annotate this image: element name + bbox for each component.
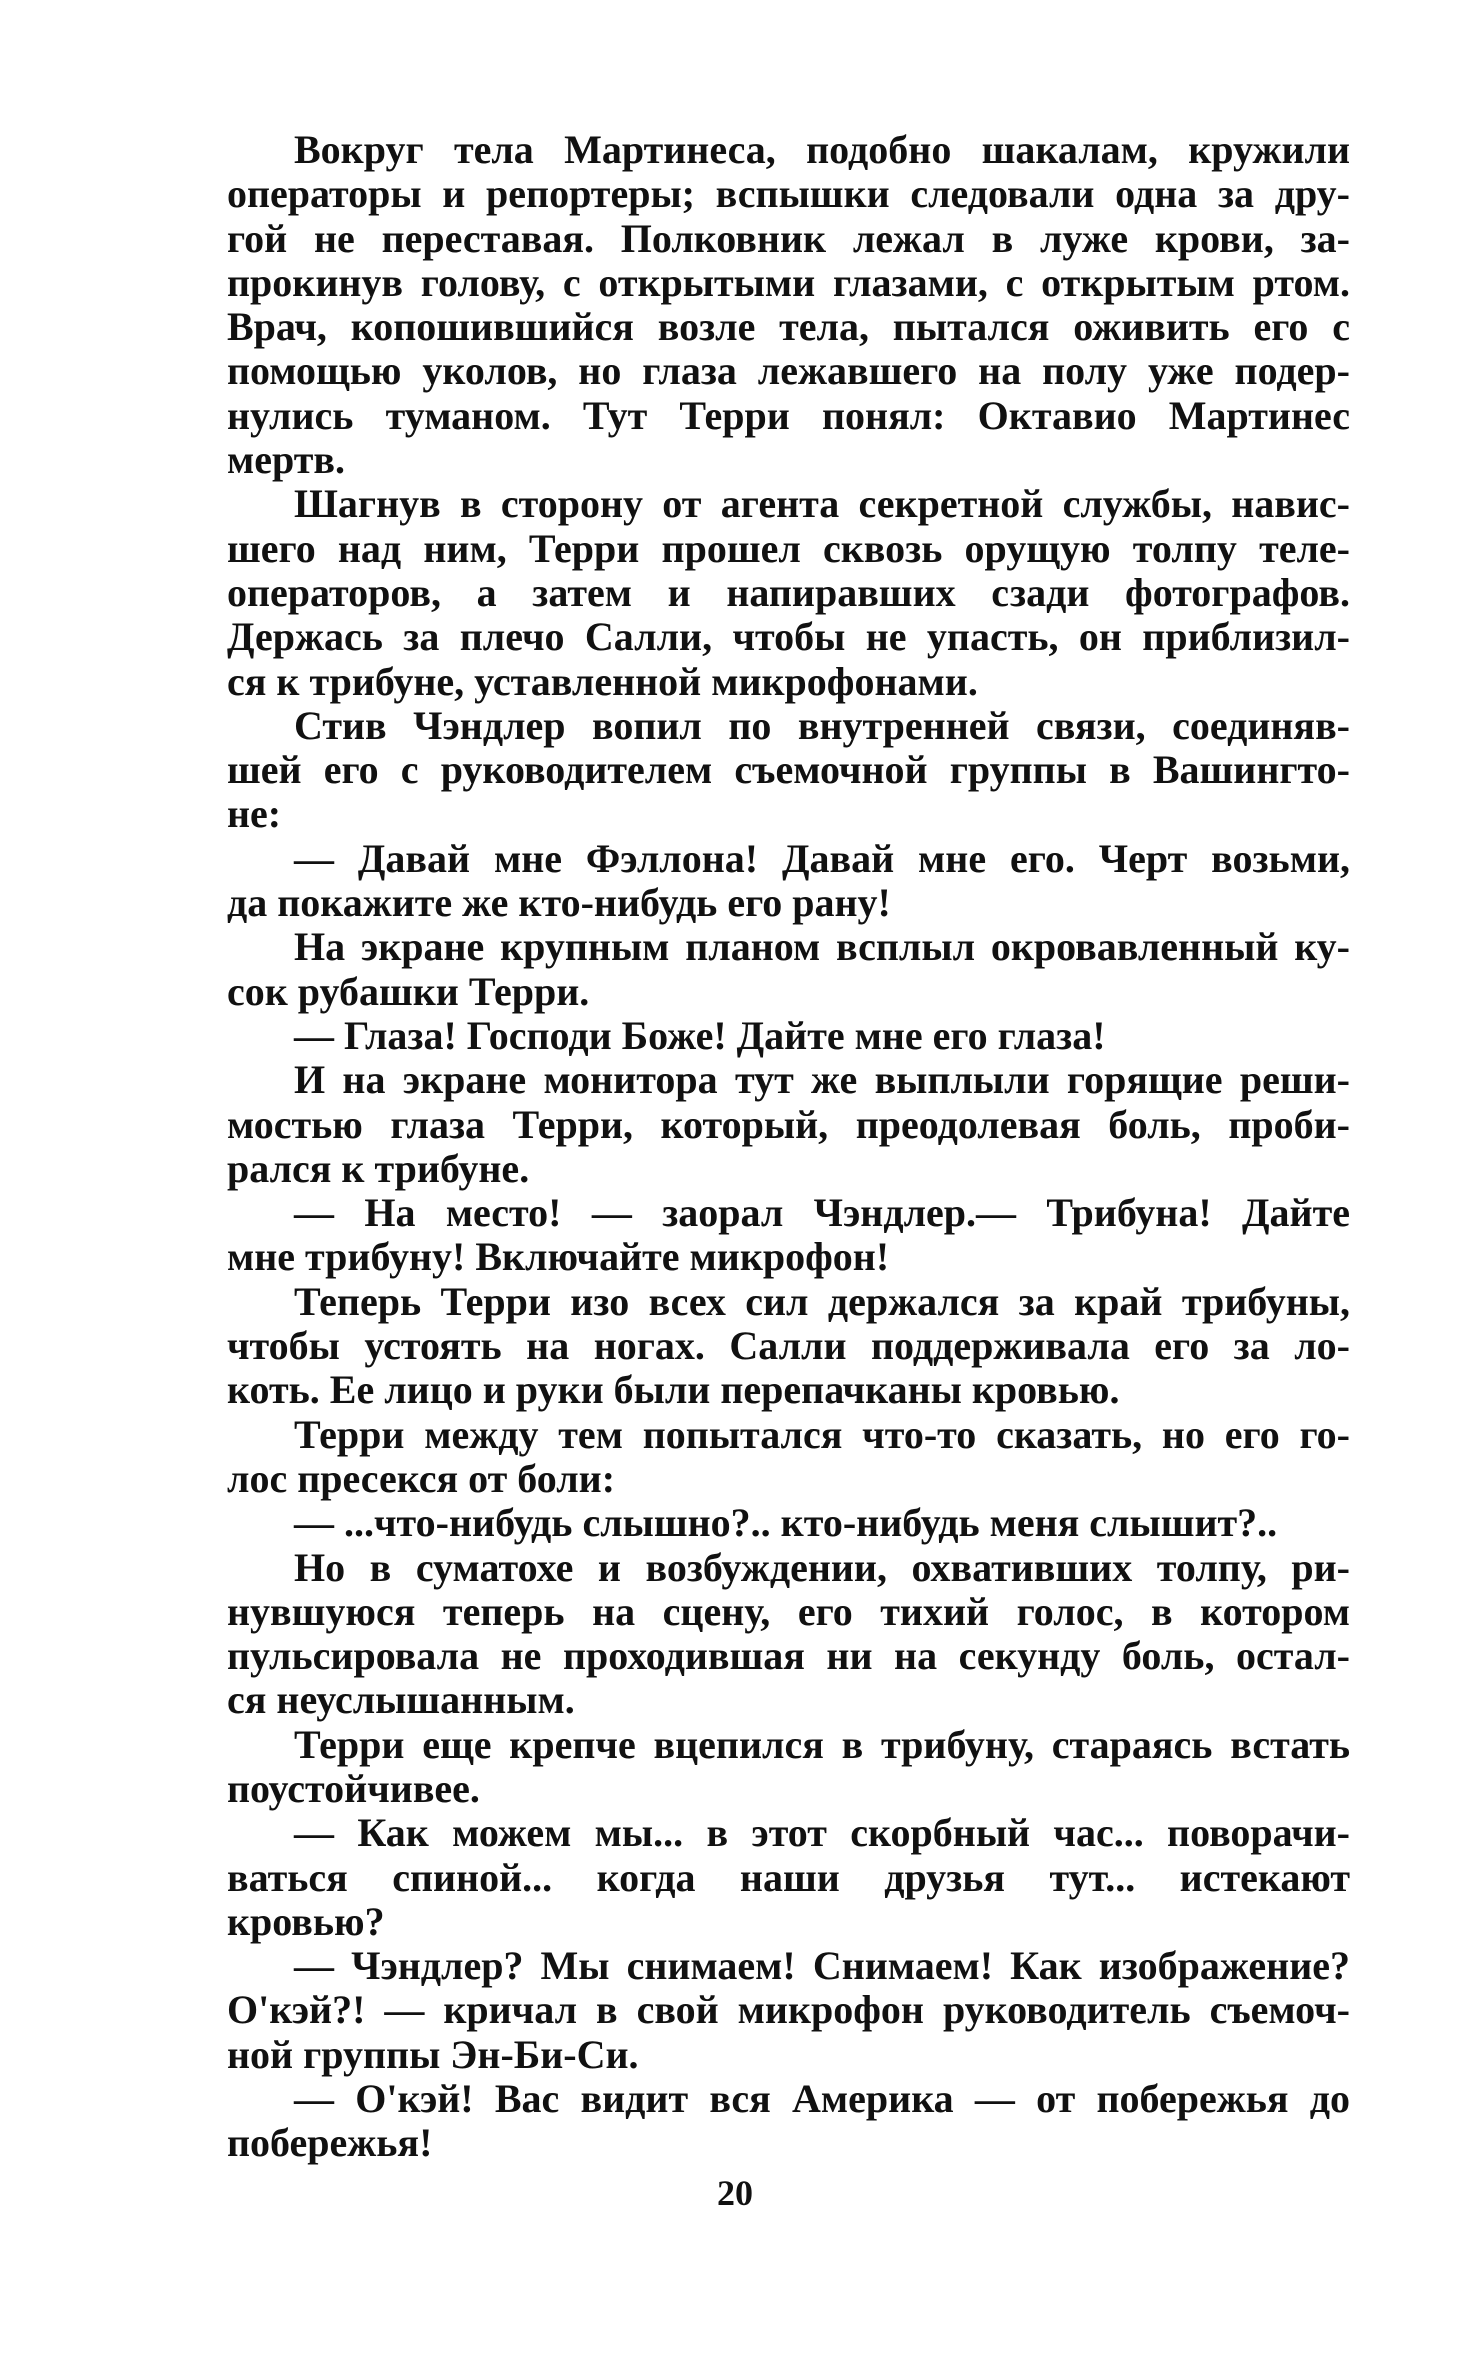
text-line: Шагнув в сторону от агента секретной службы, навис- bbox=[294, 481, 1350, 527]
text-line: ваться спиной... когда наши друзья тут... истекают bbox=[227, 1854, 1350, 1900]
text-line: На экране крупным планом всплыл окровавленный ку- bbox=[294, 924, 1350, 970]
text-line: — О'кэй! Вас видит вся Америка — от побережья до bbox=[294, 2076, 1350, 2122]
text-line: мертв. bbox=[227, 437, 345, 483]
paragraph bbox=[160, 1501, 1350, 1545]
text-line: ной группы Эн-Би-Си. bbox=[227, 2031, 639, 2077]
text-line: да покажите же кто-нибудь его рану! bbox=[227, 880, 891, 926]
text-line: побережья! bbox=[227, 2120, 433, 2166]
paragraph bbox=[160, 925, 1350, 1014]
text-line: И на экране монитора тут же выплыли горящие реши- bbox=[294, 1057, 1350, 1103]
paragraph bbox=[160, 128, 1350, 482]
paragraph bbox=[160, 2077, 1350, 2166]
text-line: Но в суматохе и возбуждении, охвативших толпу, ри- bbox=[294, 1544, 1350, 1590]
text-line: кровью? bbox=[227, 1898, 385, 1944]
text-line: — Глаза! Господи Боже! Дайте мне его глаза! bbox=[294, 1012, 1106, 1058]
text-line: коть. Ее лицо и руки были перепачканы кровью. bbox=[227, 1367, 1120, 1413]
text-line: рался к трибуне. bbox=[227, 1145, 530, 1191]
text-line: операторы и репортеры; вспышки следовали одна за дру- bbox=[227, 171, 1350, 217]
text-line: мостью глаза Терри, который, преодолевая боль, проби- bbox=[227, 1101, 1350, 1147]
text-line: Стив Чэндлер вопил по внутренней связи, соединяв- bbox=[294, 702, 1350, 748]
text-line: поустойчивее. bbox=[227, 1765, 480, 1811]
text-line: Врач, копошившийся возле тела, пытался оживить его с bbox=[227, 304, 1350, 350]
text-line: нулись туманом. Тут Терри понял: Октавио Мартинес bbox=[227, 392, 1350, 438]
text-line: Терри еще крепче вцепился в трибуну, стараясь встать bbox=[294, 1721, 1350, 1767]
text-line: помощью уколов, но глаза лежавшего на полу уже подер- bbox=[227, 348, 1350, 394]
text-line: — ...что-нибудь слышно?.. кто-нибудь меня слышит?.. bbox=[294, 1500, 1278, 1546]
paragraph bbox=[160, 482, 1350, 703]
paragraph bbox=[160, 1191, 1350, 1280]
text-line: чтобы устоять на ногах. Салли поддерживала его за ло- bbox=[227, 1323, 1350, 1369]
text-line: прокинув голову, с открытыми глазами, с открытым ртом. bbox=[227, 259, 1350, 305]
paragraph bbox=[160, 1014, 1350, 1058]
text-line: Терри между тем попытался что-то сказать, но его го- bbox=[294, 1411, 1350, 1457]
text-line: мне трибуну! Включайте микрофон! bbox=[227, 1234, 890, 1280]
page-text bbox=[160, 128, 1350, 2166]
paragraph bbox=[160, 1811, 1350, 1944]
paragraph bbox=[160, 837, 1350, 926]
text-line: операторов, а затем и напиравших сзади фотографов. bbox=[227, 569, 1350, 615]
text-line: Теперь Терри изо всех сил держался за край трибуны, bbox=[294, 1278, 1350, 1324]
text-line: не: bbox=[227, 791, 282, 837]
text-line: Вокруг тела Мартинеса, подобно шакалам, кружили bbox=[294, 128, 1350, 172]
text-line: — Давай мне Фэллона! Давай мне его. Черт возьми, bbox=[294, 835, 1350, 881]
text-line: ся неуслышанным. bbox=[227, 1677, 575, 1723]
text-line: — На место! — заорал Чэндлер.— Трибуна! Дайте bbox=[294, 1190, 1350, 1236]
text-line: шей его с руководителем съемочной группы в Вашингто- bbox=[227, 747, 1350, 793]
text-line: гой не переставая. Полковник лежал в луже крови, за- bbox=[227, 215, 1350, 261]
text-line: шего над ним, Терри прошел сквозь орущую толпу теле- bbox=[227, 525, 1350, 571]
paragraph bbox=[160, 1058, 1350, 1191]
text-line: лос пресекся от боли: bbox=[227, 1455, 616, 1501]
paragraph bbox=[160, 1723, 1350, 1812]
book-page bbox=[160, 128, 1350, 2228]
text-line: — Чэндлер? Мы снимаем! Снимаем! Как изображение? bbox=[294, 1943, 1350, 1989]
text-line: нувшуюся теперь на сцену, его тихий голос, в котором bbox=[227, 1588, 1350, 1634]
paragraph bbox=[160, 1413, 1350, 1502]
paragraph bbox=[160, 1944, 1350, 2077]
text-line: сок рубашки Терри. bbox=[227, 968, 590, 1014]
text-line: О'кэй?! — кричал в свой микрофон руководитель съемоч- bbox=[227, 1987, 1350, 2033]
page-number: 20 bbox=[717, 2173, 753, 2213]
text-line: — Как можем мы... в этот скорбный час... поворачи- bbox=[294, 1810, 1350, 1856]
paragraph bbox=[160, 1546, 1350, 1723]
text-line: пульсировала не проходившая ни на секунду боль, остал- bbox=[227, 1633, 1350, 1679]
paragraph bbox=[160, 704, 1350, 837]
text-line: ся к трибуне, уставленной микрофонами. bbox=[227, 658, 978, 704]
paragraph bbox=[160, 1280, 1350, 1413]
text-line: Держась за плечо Салли, чтобы не упасть, он приблизил- bbox=[227, 614, 1350, 660]
